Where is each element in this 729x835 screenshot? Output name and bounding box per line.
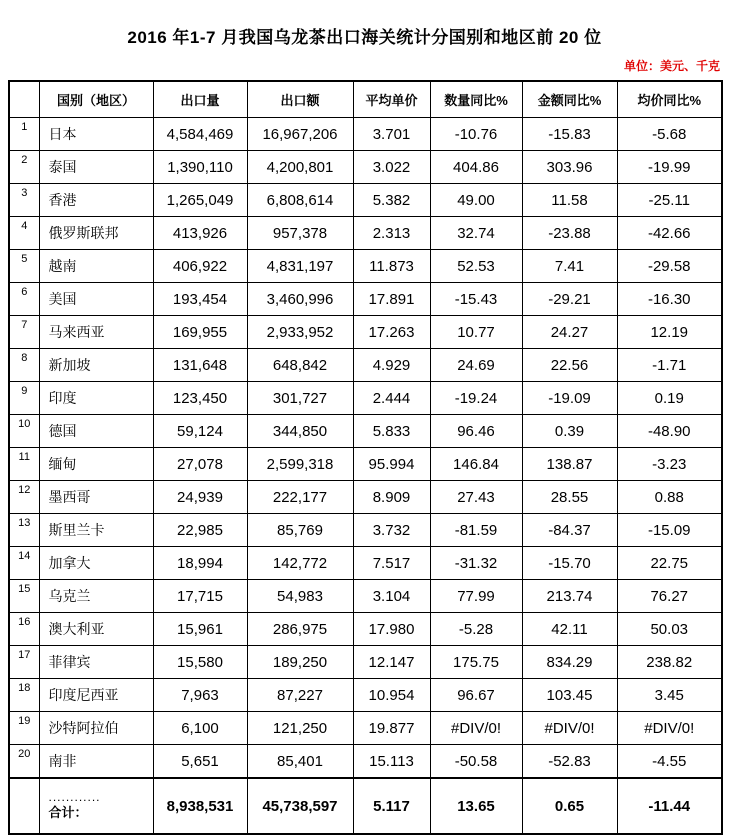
table-row <box>9 151 722 184</box>
unit-note: 单位：美元、千克 <box>623 59 720 73</box>
export-qty-cell: 18,994 <box>153 547 247 580</box>
country-cell: 菲律宾 <box>39 646 153 679</box>
rank-cell: 14 <box>9 547 39 580</box>
avg-price-cell: 7.517 <box>353 547 430 580</box>
export-qty-cell: 413,926 <box>153 217 247 250</box>
price-yoy-cell: 3.45 <box>617 679 722 712</box>
export-qty-cell: 15,961 <box>153 613 247 646</box>
export-amount-cell: 54,983 <box>247 580 353 613</box>
export-qty-cell: 4,584,469 <box>153 118 247 151</box>
country-cell: 缅甸 <box>39 448 153 481</box>
export-amount-cell: 142,772 <box>247 547 353 580</box>
rank-cell: 6 <box>9 283 39 316</box>
price-yoy-cell: 76.27 <box>617 580 722 613</box>
total-rank-cell <box>9 778 39 834</box>
country-cell: 印度尼西亚 <box>39 679 153 712</box>
export-amount-cell: 87,227 <box>247 679 353 712</box>
rank-cell: 4 <box>9 217 39 250</box>
rank-cell: 3 <box>9 184 39 217</box>
export-qty-cell: 169,955 <box>153 316 247 349</box>
amount-yoy-cell: 7.41 <box>522 250 617 283</box>
rank-cell: 20 <box>9 745 39 779</box>
price-yoy-cell: -16.30 <box>617 283 722 316</box>
header-export-qty: 出口量 <box>153 81 247 118</box>
country-cell: 加拿大 <box>39 547 153 580</box>
qty-yoy-cell: 52.53 <box>430 250 522 283</box>
export-amount-cell: 4,831,197 <box>247 250 353 283</box>
export-amount-cell: 189,250 <box>247 646 353 679</box>
avg-price-cell: 8.909 <box>353 481 430 514</box>
rank-cell: 15 <box>9 580 39 613</box>
qty-yoy-cell: #DIV/0! <box>430 712 522 745</box>
amount-yoy-cell: 11.58 <box>522 184 617 217</box>
rank-cell: 11 <box>9 448 39 481</box>
export-qty-cell: 59,124 <box>153 415 247 448</box>
qty-yoy-cell: 146.84 <box>430 448 522 481</box>
total-avg-price-cell: 5.117 <box>353 778 430 834</box>
export-qty-cell: 131,648 <box>153 349 247 382</box>
amount-yoy-cell: -52.83 <box>522 745 617 779</box>
qty-yoy-cell: 32.74 <box>430 217 522 250</box>
header-price-yoy: 均价同比% <box>617 81 722 118</box>
total-label: 合计： <box>48 805 88 820</box>
table-row <box>9 250 722 283</box>
country-cell: 南非 <box>39 745 153 779</box>
table-row <box>9 217 722 250</box>
rank-cell: 13 <box>9 514 39 547</box>
table-row <box>9 712 722 745</box>
country-cell: 德国 <box>39 415 153 448</box>
total-amount-yoy-cell: 0.65 <box>522 778 617 834</box>
qty-yoy-cell: -10.76 <box>430 118 522 151</box>
table-row <box>9 415 722 448</box>
page-title: 2016 年1-7 月我国乌龙茶出口海关统计分国别和地区前 20 位 <box>127 28 602 47</box>
table-row <box>9 349 722 382</box>
table-row <box>9 679 722 712</box>
avg-price-cell: 2.313 <box>353 217 430 250</box>
amount-yoy-cell: 213.74 <box>522 580 617 613</box>
amount-yoy-cell: -23.88 <box>522 217 617 250</box>
avg-price-cell: 17.263 <box>353 316 430 349</box>
header-row <box>9 81 722 118</box>
amount-yoy-cell: #DIV/0! <box>522 712 617 745</box>
country-cell: 日本 <box>39 118 153 151</box>
price-yoy-cell: 12.19 <box>617 316 722 349</box>
table-row <box>9 481 722 514</box>
avg-price-cell: 3.732 <box>353 514 430 547</box>
country-cell: 澳大利亚 <box>39 613 153 646</box>
table-row <box>9 514 722 547</box>
avg-price-cell: 4.929 <box>353 349 430 382</box>
export-qty-cell: 123,450 <box>153 382 247 415</box>
total-row <box>9 778 722 834</box>
export-amount-cell: 121,250 <box>247 712 353 745</box>
rank-cell: 17 <box>9 646 39 679</box>
export-amount-cell: 16,967,206 <box>247 118 353 151</box>
country-cell: 马来西亚 <box>39 316 153 349</box>
export-amount-cell: 2,933,952 <box>247 316 353 349</box>
total-amount-cell: 45,738,597 <box>247 778 353 834</box>
qty-yoy-cell: -31.32 <box>430 547 522 580</box>
avg-price-cell: 3.022 <box>353 151 430 184</box>
export-qty-cell: 15,580 <box>153 646 247 679</box>
rank-cell: 18 <box>9 679 39 712</box>
amount-yoy-cell: -15.83 <box>522 118 617 151</box>
avg-price-cell: 3.701 <box>353 118 430 151</box>
qty-yoy-cell: 27.43 <box>430 481 522 514</box>
header-amount-yoy: 金额同比% <box>522 81 617 118</box>
avg-price-cell: 17.891 <box>353 283 430 316</box>
qty-yoy-cell: -19.24 <box>430 382 522 415</box>
export-amount-cell: 4,200,801 <box>247 151 353 184</box>
country-cell: 美国 <box>39 283 153 316</box>
amount-yoy-cell: 834.29 <box>522 646 617 679</box>
export-qty-cell: 1,390,110 <box>153 151 247 184</box>
country-cell: 墨西哥 <box>39 481 153 514</box>
export-amount-cell: 222,177 <box>247 481 353 514</box>
export-qty-cell: 406,922 <box>153 250 247 283</box>
export-amount-cell: 85,401 <box>247 745 353 779</box>
qty-yoy-cell: 96.67 <box>430 679 522 712</box>
qty-yoy-cell: 96.46 <box>430 415 522 448</box>
country-cell: 乌克兰 <box>39 580 153 613</box>
total-label-cell <box>39 778 153 834</box>
table-row <box>9 613 722 646</box>
rank-cell: 16 <box>9 613 39 646</box>
price-yoy-cell: 238.82 <box>617 646 722 679</box>
price-yoy-cell: -29.58 <box>617 250 722 283</box>
rank-cell: 2 <box>9 151 39 184</box>
export-amount-cell: 957,378 <box>247 217 353 250</box>
country-cell: 俄罗斯联邦 <box>39 217 153 250</box>
price-yoy-cell: 50.03 <box>617 613 722 646</box>
qty-yoy-cell: 10.77 <box>430 316 522 349</box>
export-qty-cell: 1,265,049 <box>153 184 247 217</box>
export-qty-cell: 5,651 <box>153 745 247 779</box>
avg-price-cell: 10.954 <box>353 679 430 712</box>
price-yoy-cell: 22.75 <box>617 547 722 580</box>
avg-price-cell: 11.873 <box>353 250 430 283</box>
amount-yoy-cell: 103.45 <box>522 679 617 712</box>
table-row <box>9 316 722 349</box>
amount-yoy-cell: 22.56 <box>522 349 617 382</box>
export-amount-cell: 6,808,614 <box>247 184 353 217</box>
price-yoy-cell: -42.66 <box>617 217 722 250</box>
export-qty-cell: 27,078 <box>153 448 247 481</box>
avg-price-cell: 5.382 <box>353 184 430 217</box>
qty-yoy-cell: -15.43 <box>430 283 522 316</box>
export-amount-cell: 3,460,996 <box>247 283 353 316</box>
export-qty-cell: 24,939 <box>153 481 247 514</box>
qty-yoy-cell: 24.69 <box>430 349 522 382</box>
export-amount-cell: 648,842 <box>247 349 353 382</box>
amount-yoy-cell: 138.87 <box>522 448 617 481</box>
price-yoy-cell: -19.99 <box>617 151 722 184</box>
export-qty-cell: 193,454 <box>153 283 247 316</box>
amount-yoy-cell: -19.09 <box>522 382 617 415</box>
price-yoy-cell: -48.90 <box>617 415 722 448</box>
table-row <box>9 382 722 415</box>
qty-yoy-cell: 404.86 <box>430 151 522 184</box>
table-row <box>9 448 722 481</box>
country-cell: 泰国 <box>39 151 153 184</box>
avg-price-cell: 15.113 <box>353 745 430 779</box>
qty-yoy-cell: -50.58 <box>430 745 522 779</box>
rank-cell: 19 <box>9 712 39 745</box>
table-row <box>9 580 722 613</box>
table-body <box>9 118 722 779</box>
header-rank <box>9 81 39 118</box>
export-amount-cell: 344,850 <box>247 415 353 448</box>
statistics-table <box>8 80 723 835</box>
country-cell: 印度 <box>39 382 153 415</box>
country-cell: 斯里兰卡 <box>39 514 153 547</box>
qty-yoy-cell: -81.59 <box>430 514 522 547</box>
amount-yoy-cell: -15.70 <box>522 547 617 580</box>
export-qty-cell: 17,715 <box>153 580 247 613</box>
export-amount-cell: 301,727 <box>247 382 353 415</box>
amount-yoy-cell: 303.96 <box>522 151 617 184</box>
avg-price-cell: 12.147 <box>353 646 430 679</box>
price-yoy-cell: -1.71 <box>617 349 722 382</box>
amount-yoy-cell: 28.55 <box>522 481 617 514</box>
qty-yoy-cell: 49.00 <box>430 184 522 217</box>
price-yoy-cell: 0.88 <box>617 481 722 514</box>
country-cell: 新加坡 <box>39 349 153 382</box>
qty-yoy-cell: 77.99 <box>430 580 522 613</box>
rank-cell: 8 <box>9 349 39 382</box>
amount-yoy-cell: -29.21 <box>522 283 617 316</box>
avg-price-cell: 3.104 <box>353 580 430 613</box>
country-cell: 越南 <box>39 250 153 283</box>
price-yoy-cell: #DIV/0! <box>617 712 722 745</box>
amount-yoy-cell: 0.39 <box>522 415 617 448</box>
price-yoy-cell: -25.11 <box>617 184 722 217</box>
price-yoy-cell: 0.19 <box>617 382 722 415</box>
export-qty-cell: 6,100 <box>153 712 247 745</box>
avg-price-cell: 5.833 <box>353 415 430 448</box>
rank-cell: 12 <box>9 481 39 514</box>
country-cell: 香港 <box>39 184 153 217</box>
rank-cell: 1 <box>9 118 39 151</box>
table-row <box>9 646 722 679</box>
table-row <box>9 184 722 217</box>
qty-yoy-cell: 175.75 <box>430 646 522 679</box>
export-amount-cell: 2,599,318 <box>247 448 353 481</box>
rank-cell: 10 <box>9 415 39 448</box>
table-row <box>9 547 722 580</box>
rank-cell: 5 <box>9 250 39 283</box>
export-amount-cell: 286,975 <box>247 613 353 646</box>
avg-price-cell: 19.877 <box>353 712 430 745</box>
price-yoy-cell: -15.09 <box>617 514 722 547</box>
total-price-yoy-cell: -11.44 <box>617 778 722 834</box>
total-qty-yoy-cell: 13.65 <box>430 778 522 834</box>
header-country: 国别（地区） <box>39 81 153 118</box>
export-qty-cell: 22,985 <box>153 514 247 547</box>
header-qty-yoy: 数量同比% <box>430 81 522 118</box>
avg-price-cell: 95.994 <box>353 448 430 481</box>
price-yoy-cell: -5.68 <box>617 118 722 151</box>
total-qty-cell: 8,938,531 <box>153 778 247 834</box>
country-cell: 沙特阿拉伯 <box>39 712 153 745</box>
header-avg-price: 平均单价 <box>353 81 430 118</box>
price-yoy-cell: -3.23 <box>617 448 722 481</box>
table-row <box>9 283 722 316</box>
rank-cell: 7 <box>9 316 39 349</box>
avg-price-cell: 17.980 <box>353 613 430 646</box>
rank-cell: 9 <box>9 382 39 415</box>
table-row <box>9 118 722 151</box>
amount-yoy-cell: 24.27 <box>522 316 617 349</box>
export-qty-cell: 7,963 <box>153 679 247 712</box>
amount-yoy-cell: -84.37 <box>522 514 617 547</box>
price-yoy-cell: -4.55 <box>617 745 722 779</box>
table-row <box>9 745 722 779</box>
total-dots: ............ <box>48 790 101 804</box>
avg-price-cell: 2.444 <box>353 382 430 415</box>
export-amount-cell: 85,769 <box>247 514 353 547</box>
header-export-amount: 出口额 <box>247 81 353 118</box>
amount-yoy-cell: 42.11 <box>522 613 617 646</box>
qty-yoy-cell: -5.28 <box>430 613 522 646</box>
